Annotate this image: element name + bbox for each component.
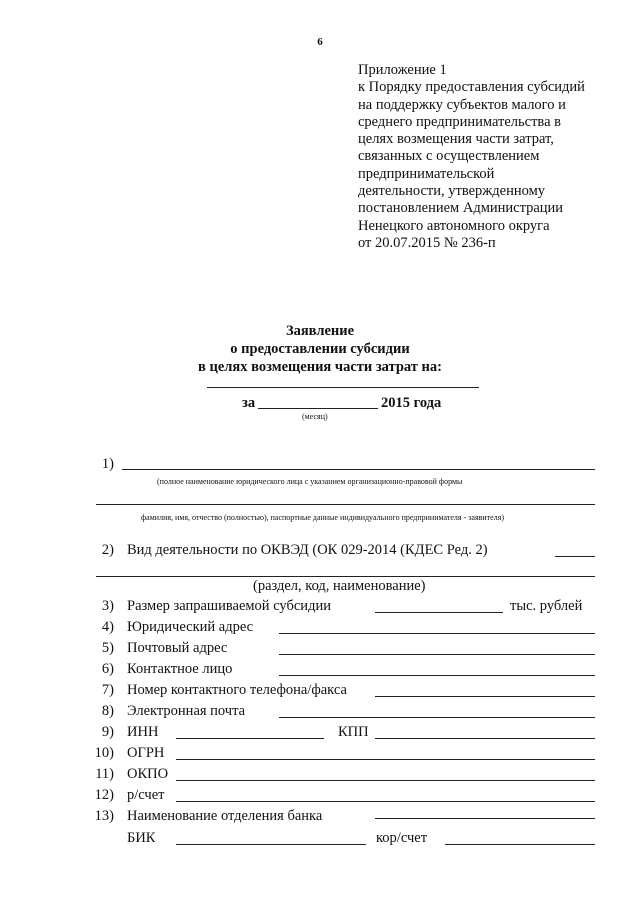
item-number: 11) xyxy=(95,766,114,782)
applicant-caption: фамилия, имя, отчество (полностью), паспортные данные индивидуального предпринимателя - заявителя) xyxy=(141,513,505,522)
corr-line[interactable] xyxy=(445,844,595,845)
bik-label: БИК xyxy=(127,830,156,846)
legal-address-label: Юридический адрес xyxy=(127,619,254,635)
item-number: 6) xyxy=(101,661,114,677)
appendix-line: Приложение 1 xyxy=(358,62,447,78)
okpo-label: ОКПО xyxy=(127,766,169,782)
item-number: 8) xyxy=(101,703,114,719)
subsidy-unit: тыс. рублей xyxy=(510,598,583,614)
item-number: 5) xyxy=(101,640,114,656)
kpp-label: КПП xyxy=(338,724,369,740)
kpp-line[interactable] xyxy=(375,738,595,739)
appendix-line: среднего предпринимательства в xyxy=(358,113,561,130)
account-line[interactable] xyxy=(176,801,595,802)
email-label: Электронная почта xyxy=(127,703,246,719)
item-number: 12) xyxy=(94,787,114,803)
applicant-line[interactable] xyxy=(96,504,595,505)
ogrn-line[interactable] xyxy=(176,759,595,760)
item-number: 1) xyxy=(101,456,114,472)
inn-line[interactable] xyxy=(176,738,324,739)
item-number: 4) xyxy=(101,619,114,635)
appendix-line: деятельности, утвержденному xyxy=(358,183,546,200)
activity-label: Вид деятельности по ОКВЭД (ОК 029-2014 (КДЕС Ред. 2) xyxy=(127,542,488,558)
subsidy-field-line[interactable] xyxy=(375,612,503,613)
inn-label: ИНН xyxy=(127,724,159,740)
appendix-line: от 20.07.2015 № 236-п xyxy=(358,234,496,251)
item-number: 9) xyxy=(101,724,114,740)
email-line[interactable] xyxy=(279,717,595,718)
legal-address-line[interactable] xyxy=(279,633,595,634)
appendix-line: Ненецкого автономного округа xyxy=(358,217,550,234)
item-number: 10) xyxy=(94,745,114,761)
cost-type-line[interactable] xyxy=(207,387,479,388)
month-caption: (месяц) xyxy=(302,412,328,421)
org-name-line[interactable] xyxy=(122,469,595,470)
bank-line[interactable] xyxy=(375,818,595,819)
phone-label: Номер контактного телефона/факса xyxy=(127,682,347,698)
item-number: 3) xyxy=(101,598,114,614)
period-suffix: 2015 года xyxy=(381,395,442,411)
contact-line[interactable] xyxy=(279,675,595,676)
okpo-line[interactable] xyxy=(176,780,595,781)
org-name-caption: (полное наименование юридического лица с указанием организационно-правовой формы xyxy=(157,477,463,486)
account-label: р/счет xyxy=(127,787,165,803)
appendix-line: связанных с осуществлением xyxy=(358,148,540,165)
doc-title: Заявление xyxy=(285,323,355,339)
month-field-line[interactable] xyxy=(258,408,378,409)
doc-subtitle: о предоставлении субсидии xyxy=(230,341,410,357)
activity-line[interactable] xyxy=(96,576,595,577)
contact-label: Контактное лицо xyxy=(127,661,233,677)
subsidy-label: Размер запрашиваемой субсидии xyxy=(127,598,331,614)
postal-address-line[interactable] xyxy=(279,654,595,655)
appendix-header xyxy=(358,62,628,252)
bank-label: Наименование отделения банка xyxy=(127,808,323,824)
item-number: 7) xyxy=(101,682,114,698)
doc-subtitle-2: в целях возмещения части затрат на: xyxy=(198,359,442,375)
ogrn-label: ОГРН xyxy=(127,745,165,761)
item-number: 2) xyxy=(101,542,114,558)
appendix-line: на поддержку субъектов малого и xyxy=(358,96,566,113)
bik-line[interactable] xyxy=(176,844,366,845)
appendix-line: целях возмещения части затрат, xyxy=(358,131,554,148)
appendix-line: постановлением Администрации xyxy=(358,200,564,217)
period-prefix: за xyxy=(242,395,256,411)
postal-address-label: Почтовый адрес xyxy=(127,640,228,656)
activity-caption: (раздел, код, наименование) xyxy=(253,578,426,594)
item-number: 13) xyxy=(94,808,114,824)
phone-line[interactable] xyxy=(375,696,595,697)
corr-label: кор/счет xyxy=(376,830,428,846)
appendix-line: предпринимательской xyxy=(358,165,495,182)
page-number: 6 xyxy=(317,36,323,48)
appendix-line: к Порядку предоставления субсидий xyxy=(358,79,585,96)
activity-line-end[interactable] xyxy=(555,556,595,557)
